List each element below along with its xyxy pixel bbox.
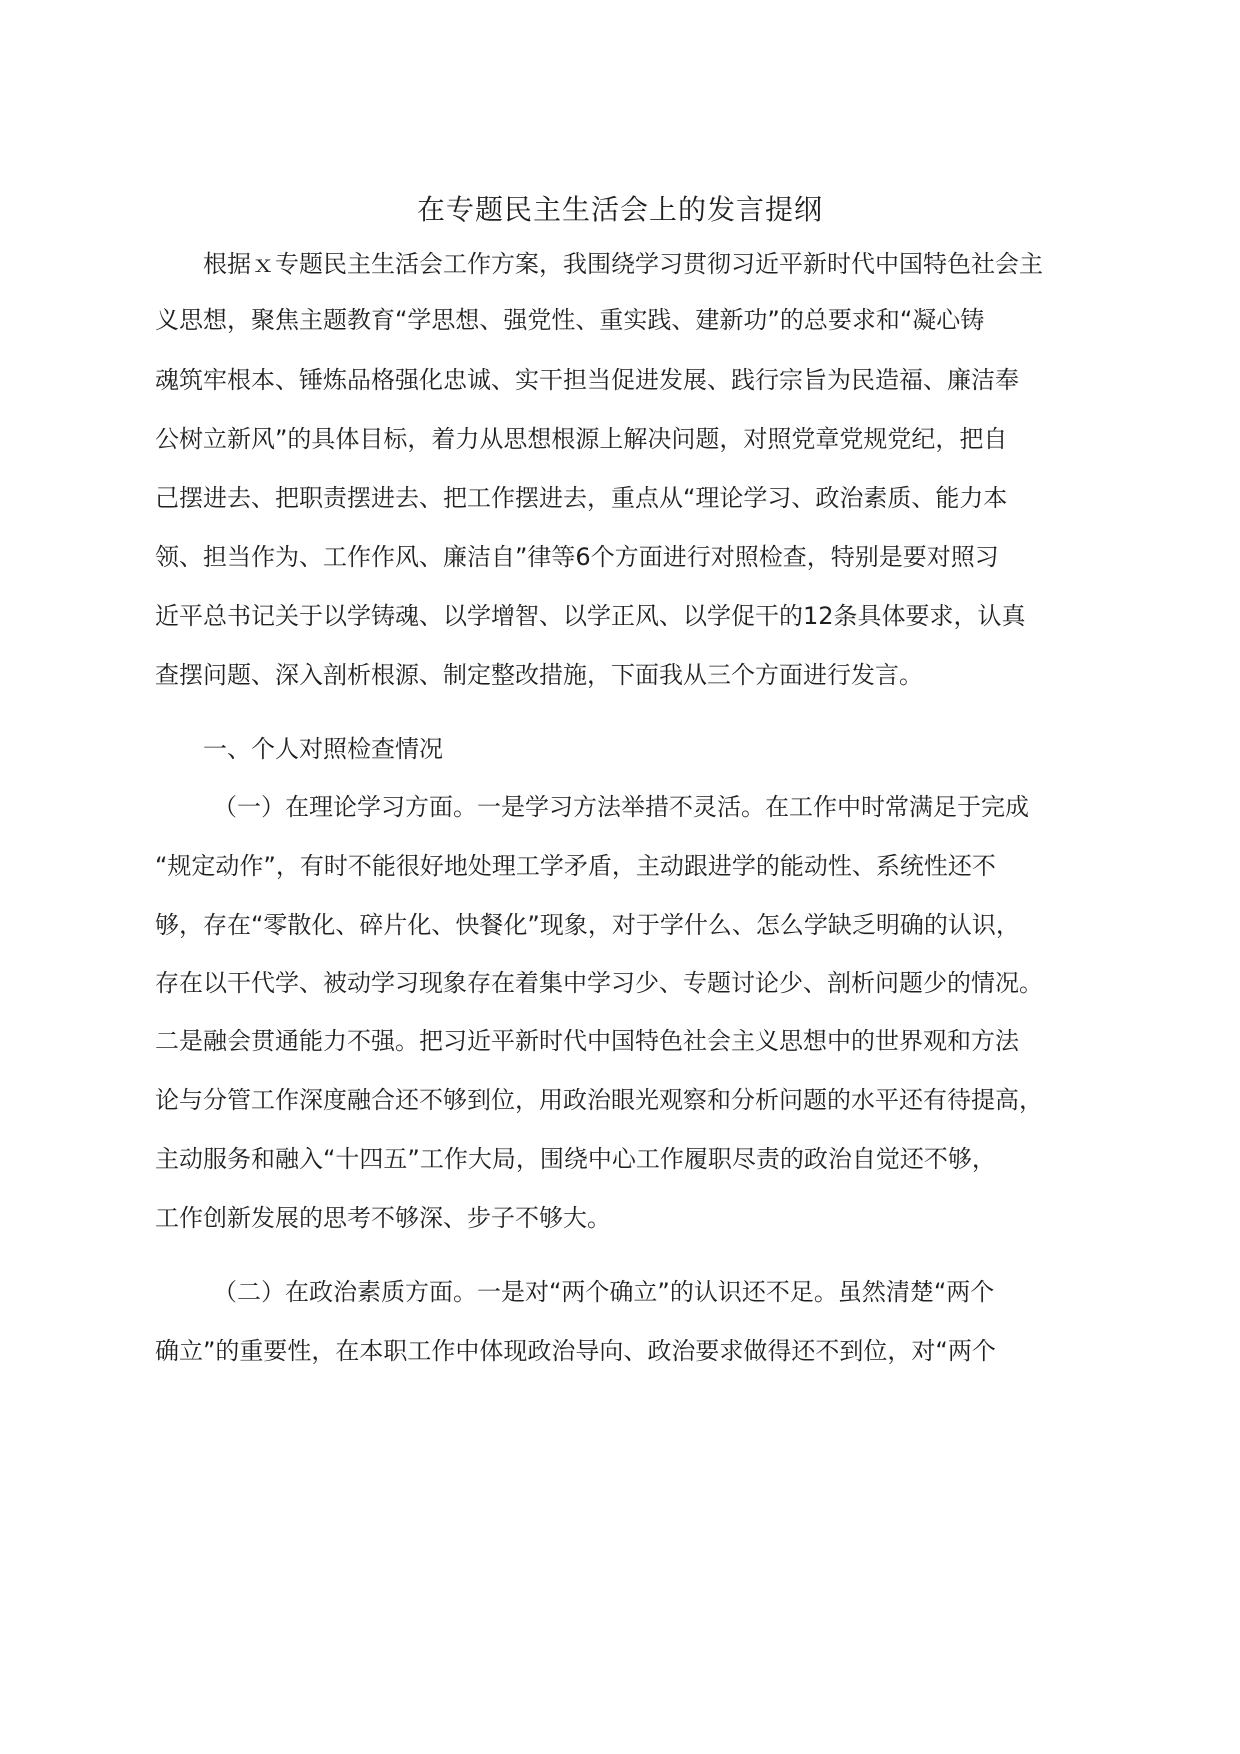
paragraph-line: 够，存在“零散化、碎片化、快餐化”现象，对于学什么、怎么学缺乏明确的认识， (155, 911, 1020, 939)
paragraph-line: 公树立新风”的具体目标，着力从思想根源上解决问题，对照党章党规党纪，把自 (155, 425, 1008, 453)
paragraph-line: “规定动作”，有时不能很好地处理工学矛盾，主动跟进学的能动性、系统性还不 (155, 852, 996, 880)
paragraph-line: 己摆进去、把职责摆进去、把工作摆进去，重点从“理论学习、政治素质、能力本 (155, 484, 1008, 512)
paragraph-line: 根据ｘ专题民主生活会工作方案，我围绕学习贯彻习近平新时代中国特色社会主 (203, 250, 1043, 278)
paragraph-line: 查摆问题、深入剖析根源、制定整改措施，下面我从三个方面进行发言。 (155, 661, 923, 689)
paragraph-line: 主动服务和融入“十四五”工作大局，围绕中心工作履职尽责的政治自觉还不够， (155, 1145, 996, 1173)
paragraph-line: 一、个人对照检查情况 (203, 735, 443, 763)
paragraph-line: 义思想，聚焦主题教育“学思想、强党性、重实践、建新功”的总要求和“凝心铸 (155, 306, 985, 334)
paragraph-line: 魂筑牢根本、锤炼品格强化忠诚、实干担当促进发展、践行宗旨为民造福、廉洁奉 (155, 366, 1019, 394)
document-title: 在专题民主生活会上的发言提纲 (416, 193, 823, 226)
paragraph-line: 近平总书记关于以学铸魂、以学增智、以学正风、以学促干的12条具体要求，认真 (155, 602, 1026, 630)
paragraph-line: 工作创新发展的思考不够深、步子不够大。 (155, 1204, 611, 1232)
paragraph-line: （二）在政治素质方面。一是对“两个确立”的认识还不足。虽然清楚“两个 (213, 1278, 995, 1306)
paragraph-line: 二是融会贯通能力不强。把习近平新时代中国特色社会主义思想中的世界观和方法 (155, 1027, 1019, 1055)
paragraph-line: 论与分管工作深度融合还不够到位，用政治眼光观察和分析问题的水平还有待提高， (155, 1086, 1043, 1114)
paragraph-line: 存在以干代学、被动学习现象存在着集中学习少、专题讨论少、剖析问题少的情况。 (155, 969, 1043, 997)
paragraph-line: 领、担当作为、工作作风、廉洁自”律等6个方面进行对照检查，特别是要对照习 (155, 543, 999, 571)
paragraph-line: （一）在理论学习方面。一是学习方法举措不灵活。在工作中时常满足于完成 (213, 793, 1029, 821)
paragraph-line: 确立”的重要性，在本职工作中体现政治导向、政治要求做得还不到位，对“两个 (155, 1337, 996, 1365)
